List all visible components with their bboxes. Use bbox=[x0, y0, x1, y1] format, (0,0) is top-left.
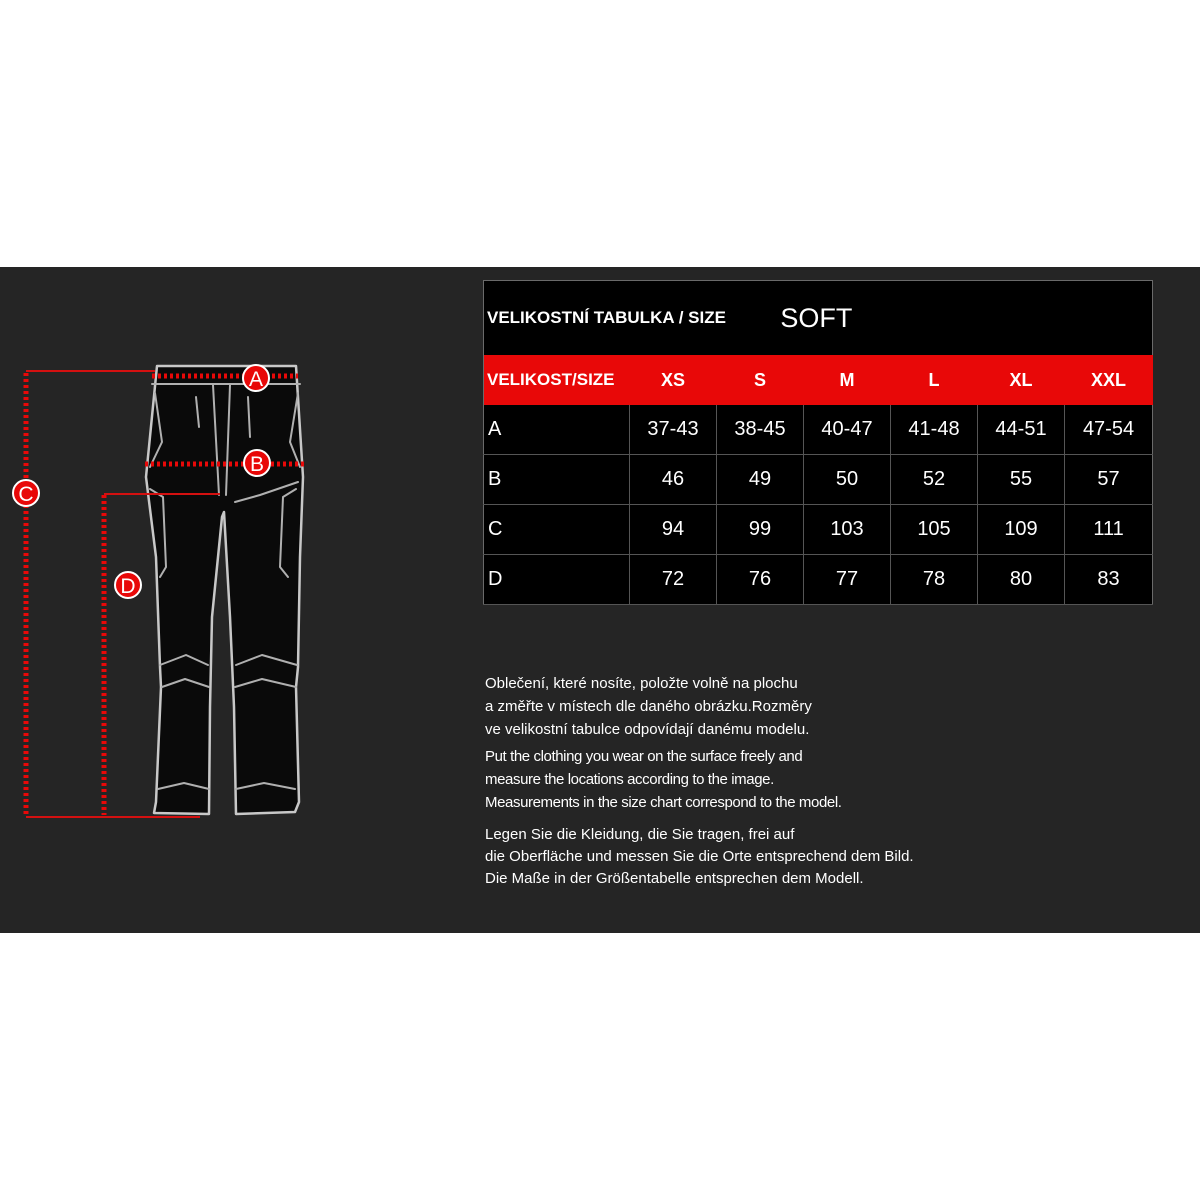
row-label: C bbox=[484, 505, 630, 555]
table-cell: 41-48 bbox=[891, 405, 978, 455]
instruction-line: ve velikostní tabulce odpovídají danému modelu. bbox=[485, 721, 810, 738]
row-label: B bbox=[484, 455, 630, 505]
instruction-line: Put the clothing you wear on the surface freely and bbox=[485, 748, 803, 765]
instruction-line: Oblečení, které nosíte, položte volně na plochu bbox=[485, 675, 798, 692]
size-guide-panel bbox=[0, 267, 1200, 933]
table-cell: 78 bbox=[891, 555, 978, 605]
table-row bbox=[484, 555, 1153, 605]
table-cell: 94 bbox=[630, 505, 717, 555]
marker-a-label: A bbox=[248, 368, 264, 391]
size-header: XL bbox=[978, 355, 1065, 405]
table-cell: 111 bbox=[1065, 505, 1153, 555]
instructions-english bbox=[485, 745, 842, 814]
table-cell: 72 bbox=[630, 555, 717, 605]
instruction-line: Die Maße in der Größentabelle entsprechen dem Modell. bbox=[485, 870, 864, 887]
table-header-row bbox=[484, 355, 1153, 405]
table-cell: 80 bbox=[978, 555, 1065, 605]
table-cell: 105 bbox=[891, 505, 978, 555]
table-cell: 49 bbox=[717, 455, 804, 505]
table-cell: 50 bbox=[804, 455, 891, 505]
table-cell: 99 bbox=[717, 505, 804, 555]
size-header-label: VELIKOST/SIZE bbox=[484, 355, 630, 405]
table-cell: 40-47 bbox=[804, 405, 891, 455]
instruction-line: a změřte v místech dle daného obrázku.Rozměry bbox=[485, 698, 812, 715]
marker-d-label: D bbox=[120, 575, 136, 598]
table-row bbox=[484, 455, 1153, 505]
pants-illustration bbox=[146, 366, 303, 814]
size-header: XXL bbox=[1065, 355, 1153, 405]
row-label: D bbox=[484, 555, 630, 605]
instruction-line: Measurements in the size chart correspond to the model. bbox=[485, 794, 842, 811]
table-title: VELIKOSTNÍ TABULKA / SIZE bbox=[487, 308, 726, 327]
table-cell: 77 bbox=[804, 555, 891, 605]
marker-c bbox=[13, 480, 39, 506]
brand-name: SOFT bbox=[780, 302, 853, 333]
table-cell: 55 bbox=[978, 455, 1065, 505]
size-table bbox=[483, 280, 1153, 605]
table-row bbox=[484, 405, 1153, 455]
marker-a bbox=[243, 365, 269, 391]
instructions-czech bbox=[485, 672, 812, 741]
marker-c-label: C bbox=[18, 483, 34, 506]
pants-measurement-diagram bbox=[0, 267, 460, 933]
instruction-line: measure the locations according to the image. bbox=[485, 771, 774, 788]
table-cell: 37-43 bbox=[630, 405, 717, 455]
instructions-german bbox=[485, 824, 914, 890]
table-cell: 52 bbox=[891, 455, 978, 505]
table-cell: 44-51 bbox=[978, 405, 1065, 455]
table-cell: 103 bbox=[804, 505, 891, 555]
marker-d bbox=[115, 572, 141, 598]
instruction-line: die Oberfläche und messen Sie die Orte entsprechend dem Bild. bbox=[485, 848, 914, 865]
size-header: M bbox=[804, 355, 891, 405]
table-cell: 38-45 bbox=[717, 405, 804, 455]
table-cell: 83 bbox=[1065, 555, 1153, 605]
table-cell: 47-54 bbox=[1065, 405, 1153, 455]
instruction-line: Legen Sie die Kleidung, die Sie tragen, frei auf bbox=[485, 826, 795, 843]
size-header: S bbox=[717, 355, 804, 405]
size-header: XS bbox=[630, 355, 717, 405]
marker-b-label: B bbox=[249, 453, 265, 476]
marker-b bbox=[244, 450, 270, 476]
table-cell: 109 bbox=[978, 505, 1065, 555]
table-cell: 57 bbox=[1065, 455, 1153, 505]
table-row bbox=[484, 505, 1153, 555]
table-title-row bbox=[484, 281, 1153, 356]
row-label: A bbox=[484, 405, 630, 455]
size-header: L bbox=[891, 355, 978, 405]
table-cell: 46 bbox=[630, 455, 717, 505]
table-cell: 76 bbox=[717, 555, 804, 605]
